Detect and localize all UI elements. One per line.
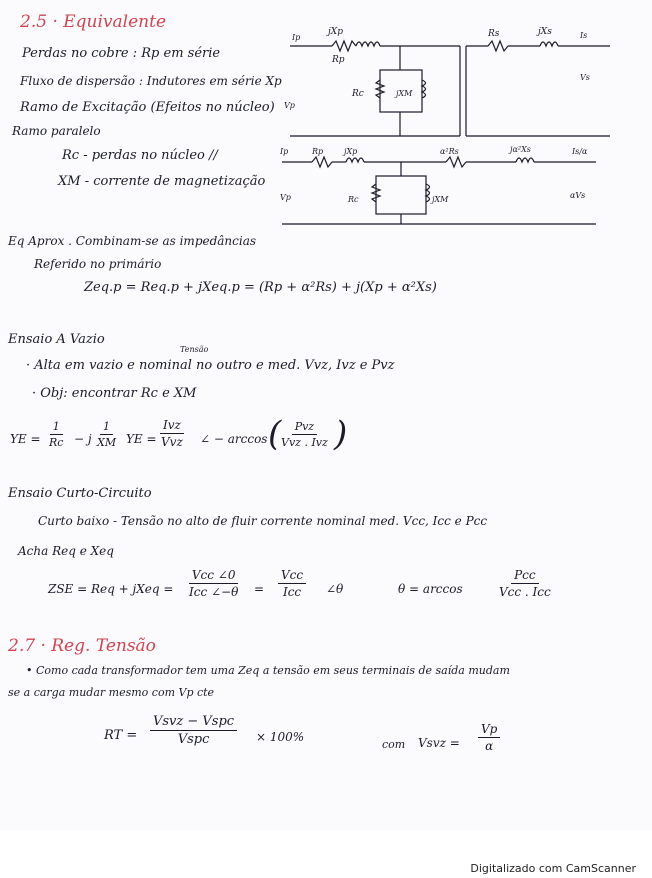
section-title-equivalente: 2.5 · Equivalente: [20, 12, 167, 32]
note-line: se a carga mudar mesmo com Vp cte: [8, 686, 215, 699]
circuit-label: jXM: [432, 195, 449, 204]
note-line: · Alta em vazio e nominal no outro e med. Vvz, Ivz e Pvz: [26, 358, 395, 373]
circuit-label: Vp: [284, 101, 295, 110]
circuit-label: Is/α: [572, 147, 588, 156]
operator: − j: [74, 432, 92, 446]
circuit-label: Rp: [332, 55, 345, 65]
note-line: Ramo paralelo: [12, 124, 101, 138]
circuit-label: Rc: [348, 195, 359, 204]
fraction: Vsvz − Vspc Vspc: [150, 714, 237, 747]
fraction: Ivz Vvz: [161, 418, 183, 449]
note-line: XM - corrente de magnetização: [58, 174, 266, 189]
eq-aprox-sub: Referido no primário: [34, 257, 162, 271]
circuit-label: Vs: [580, 73, 590, 82]
eq-aprox-heading: Eq Aprox . Combinam-se as impedâncias: [8, 234, 257, 248]
note-line: Rc - perdas no núcleo //: [62, 148, 218, 163]
equivalent-circuit-diagram: [280, 18, 636, 138]
ye-lhs: YE =: [10, 432, 41, 446]
fraction: Vcc ∠0 Icc ∠−θ: [189, 568, 239, 599]
ensaio-vazio-heading: Ensaio A Vazio: [8, 332, 105, 347]
angle-expr: ∠ − arccos: [200, 432, 268, 446]
rt-tail: × 100%: [256, 730, 305, 744]
circuit-label: Ip: [280, 147, 289, 156]
circuit-label: jα²Xs: [510, 145, 531, 154]
fraction: Pvz Vvz . Ivz: [281, 420, 328, 449]
zse-lhs: ZSE = Req + jXeq =: [48, 582, 174, 596]
fraction: $\frac{1}{Rc}$: [49, 420, 64, 449]
note-line: Perdas no cobre : Rp em série: [22, 46, 221, 61]
circuit-label: jXM: [396, 89, 413, 98]
small-note: Tensão: [180, 345, 209, 354]
circuit-label: Rp: [312, 147, 324, 156]
circuit-label: αVs: [570, 191, 586, 200]
note-line: • Como cada transformador tem uma Zeq a tensão em seus terminais de saída mudam: [26, 664, 510, 677]
circuit-label: Vp: [280, 193, 291, 202]
theta-expr: θ = arccos: [398, 582, 463, 596]
approx-circuit-diagram: [276, 142, 636, 228]
note-line: Fluxo de dispersão : Indutores em série Xp: [20, 74, 282, 88]
angle-expr: ∠θ: [326, 582, 344, 596]
rt-lhs: RT =: [104, 728, 138, 743]
fraction: $\frac{Vp}{\alpha}$: [478, 722, 500, 753]
operator: =: [254, 582, 265, 596]
note-line: Ramo de Excitação (Efeitos no núcleo): [20, 100, 275, 115]
fraction: $\frac{1}{XM}$: [97, 420, 117, 449]
note-line: Acha Req e Xeq: [18, 544, 114, 558]
ensaio-curto-heading: Ensaio Curto-Circuito: [8, 486, 152, 501]
paren-left: (: [268, 414, 282, 454]
circuit-label: jXp: [328, 27, 343, 37]
vsvz-label: Vsvz =: [418, 736, 460, 750]
note-line: · Obj: encontrar Rc e XM: [32, 386, 197, 401]
circuit-label: Rc: [352, 89, 364, 99]
note-line: Curto baixo - Tensão no alto de fluir corrente nominal med. Vcc, Icc e Pcc: [38, 514, 488, 528]
fraction: Pcc Vcc . Icc: [499, 568, 551, 599]
circuit-label: Is: [580, 31, 588, 40]
eq-aprox-formula: Zeq.p = Req.p + jXeq.p = (Rp + α²Rs) + j(Xp + α²Xs): [84, 280, 437, 295]
circuit-label: α²Rs: [440, 147, 459, 156]
circuit-label: jXp: [344, 147, 358, 156]
fraction: Vcc Icc: [278, 568, 306, 599]
scanner-watermark: Digitalizado com CamScanner: [470, 862, 636, 875]
paren-right: ): [334, 414, 348, 454]
ye-lhs: YE =: [126, 432, 157, 446]
com-label: com: [382, 738, 406, 751]
circuit-label: Rs: [488, 29, 500, 39]
circuit-label: Ip: [292, 33, 301, 42]
section-title-reg-tensao: 2.7 · Reg. Tensão: [8, 636, 156, 656]
circuit-label: jXs: [538, 27, 552, 37]
